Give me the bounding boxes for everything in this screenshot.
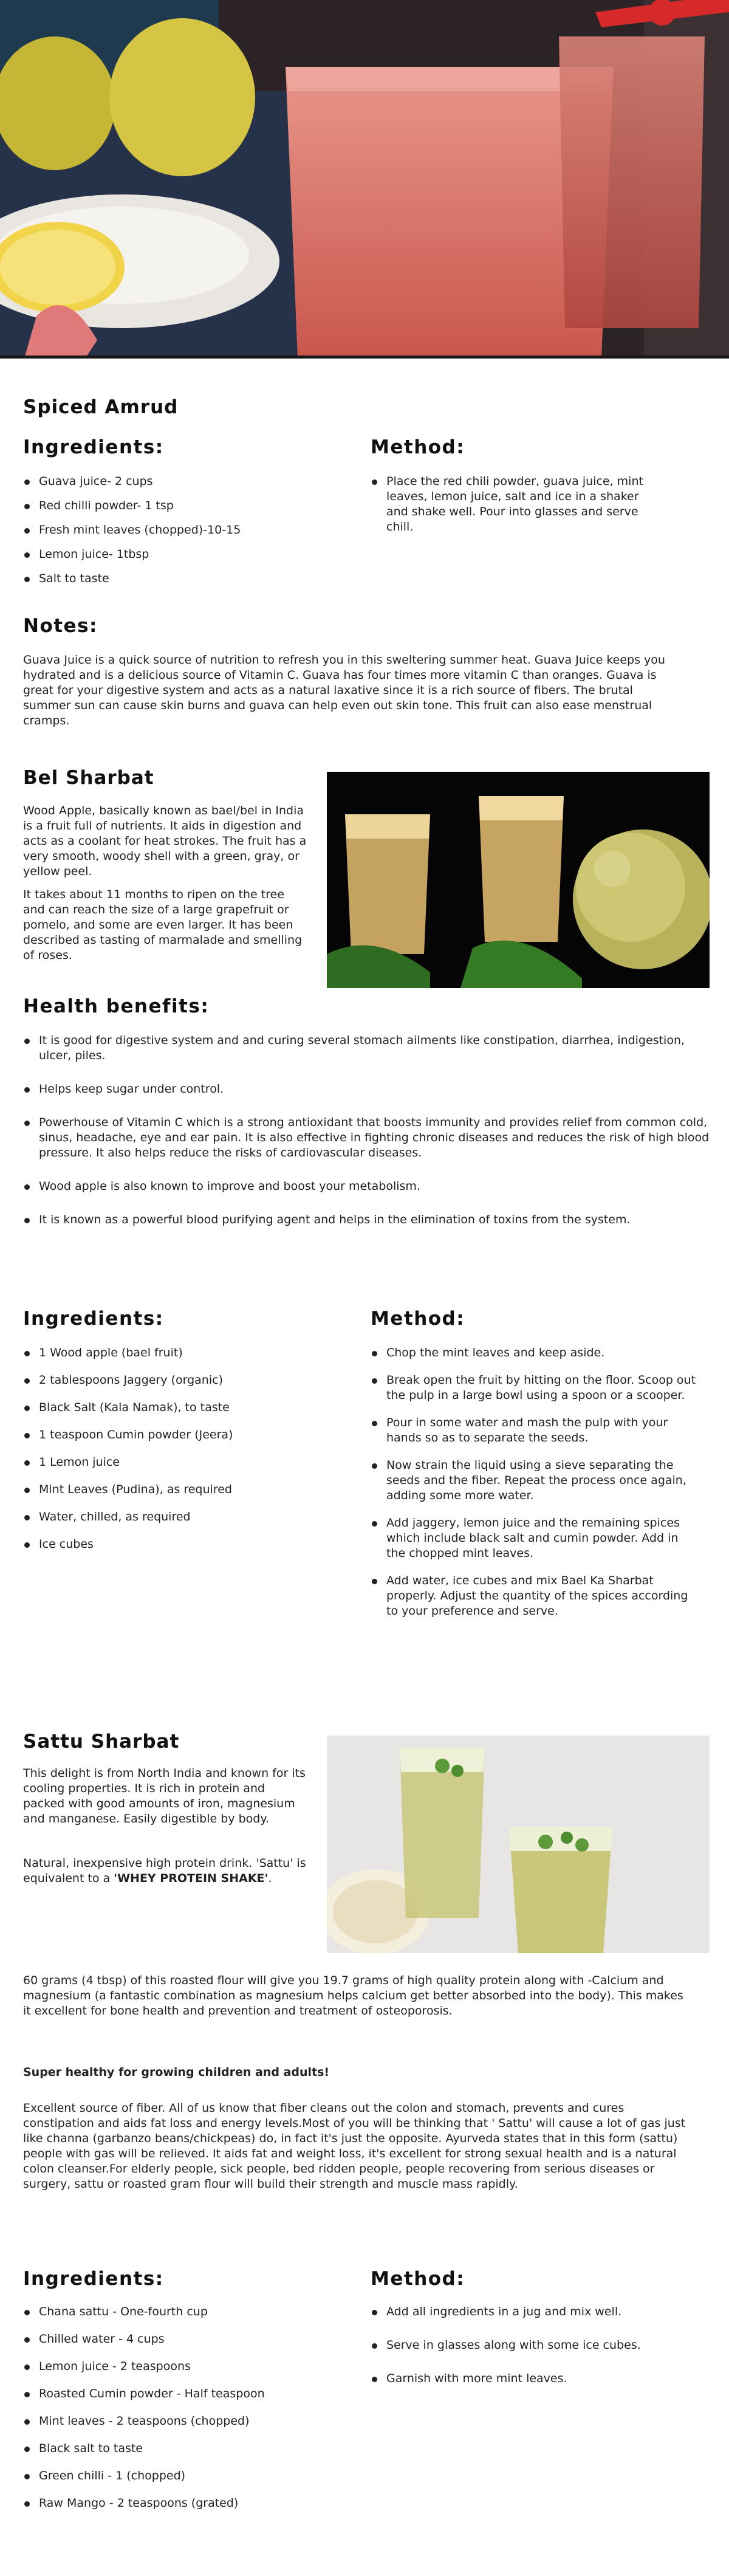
sattu-intro-2-text: Natural, inexpensive high protein drink. 'Sattu' is equivalent to a [23,1856,306,1885]
list-item: Pour in some water and mash the pulp with your hands so as to separate the seeds. [371,1415,699,1446]
sattu-intro-2 [23,1856,309,1886]
list-item: 1 teaspoon Cumin powder (Jeera) [23,1427,339,1443]
list-item: Roasted Cumin powder - Half teaspoon [23,2386,339,2402]
sattu-highlight: Super healthy for growing children and adults! [23,2066,330,2079]
list-item: Ice cubes [23,1537,339,1552]
sattu-sharbat-illustration [327,1736,710,1953]
bel-intro-2: It takes about 11 months to ripen on the tree and can reach the size of a large grapefruit or pomelo, and some are even larger. It has been described as tasting of marmalade and smelling of roses. [23,888,303,962]
hero-guava-juice-photo [0,0,729,359]
sattu-protein-text: 60 grams (4 tbsp) of this roasted flour will give you 19.7 grams of high quality protein along with -Calcium and magnesium (a fantastic combination as magnesium helps calcium get better absorbed into the body). This makes it excellent for bone health and prevention and treatment of osteoporosis. [23,1974,683,2018]
list-item: 1 Wood apple (bael fruit) [23,1345,339,1361]
list-item: Garnish with more mint leaves. [371,2371,699,2386]
list-item: It is good for digestive system and and curing several stomach ailments like constipation, diarrhea, indigestion, ulcer, piles. [23,1033,716,1063]
list-item: Black salt to taste [23,2441,339,2456]
bel-sharbat-photo [327,772,710,988]
list-item: Add jaggery, lemon juice and the remaining spices which include black salt and cumin powder. Add in the chopped mint leaves. [371,1516,699,1561]
bel-method-heading: Method: [371,1308,465,1330]
list-item: Salt to taste [23,571,339,586]
list-item: Chana sattu - One-fourth cup [23,2304,339,2320]
list-item: Fresh mint leaves (chopped)-10-15 [23,523,339,538]
list-item: Raw Mango - 2 teaspoons (grated) [23,2496,339,2511]
list-item: Now strain the liquid using a sieve separating the seeds and the fiber. Repeat the process once again, adding some more water. [371,1458,699,1503]
sattu-intro-2-end: . [268,1872,272,1885]
sattu-ingredients-list [23,2304,339,2511]
list-item: 1 Lemon juice [23,1455,339,1470]
list-item: Green chilli - 1 (chopped) [23,2468,339,2484]
bel-ingredients-list [23,1345,339,1552]
amrud-title: Spiced Amrud [23,396,179,418]
list-item: Serve in glasses along with some ice cubes. [371,2338,699,2353]
list-item: Wood apple is also known to improve and boost your metabolism. [23,1179,716,1194]
list-item: Water, chilled, as required [23,1510,339,1525]
list-item: Lemon juice- 1tbsp [23,547,339,562]
sattu-ingredients-heading: Ingredients: [23,2268,164,2290]
guava-juice-illustration [0,0,729,359]
bel-method-list [371,1345,699,1619]
list-item: Add water, ice cubes and mix Bael Ka Sharbat properly. Adjust the quantity of the spices according to your preference and serve. [371,1573,699,1619]
list-item: Guava juice- 2 cups [23,474,339,489]
list-item: Mint Leaves (Pudina), as required [23,1482,339,1497]
amrud-notes-heading: Notes: [23,615,98,637]
list-item: Lemon juice - 2 teaspoons [23,2359,339,2374]
list-item: Place the red chili powder, guava juice, mint leaves, lemon juice, salt and ice in a shaker and shake well. Pour into glasses and serve chill. [371,474,656,535]
list-item: Chop the mint leaves and keep aside. [371,1345,699,1361]
amrud-ingredients-heading: Ingredients: [23,436,164,458]
bel-intro-1: Wood Apple, basically known as bael/bel in India is a fruit full of nutrients. It aids in digestion and acts as a coolant for heat strokes. The fruit has a very smooth, woody shell with a green, gray, or yellow peel. [23,804,307,878]
list-item: Mint leaves - 2 teaspoons (chopped) [23,2414,339,2429]
list-item: It is known as a powerful blood purifying agent and helps in the elimination of toxins from the system. [23,1212,716,1228]
list-item: Add all ingredients in a jug and mix well. [371,2304,699,2320]
sattu-method-heading: Method: [371,2268,465,2290]
bel-ingredients-heading: Ingredients: [23,1308,164,1330]
amrud-notes-text: Guava Juice is a quick source of nutrition to refresh you in this sweltering summer heat. Guava Juice keeps you hydrated and is a delicious source of Vitamin C. Guava has four times more vitamin C than oranges. Guava is great for your digestive system and acts as a natural laxative since it is a rich source of fibers. The brutal summer sun can cause skin burns and guava can help even out skin tone. This fruit can also ease menstrual cramps. [23,653,665,727]
list-item: Chilled water - 4 cups [23,2332,339,2347]
list-item: Black Salt (Kala Namak), to taste [23,1400,339,1415]
sattu-whey-emphasis: 'WHEY PROTEIN SHAKE' [114,1872,269,1885]
bel-sharbat-illustration [327,772,710,988]
sattu-sharbat-photo [327,1736,710,1953]
bel-benefits-list [23,1033,716,1228]
list-item: 2 tablespoons Jaggery (organic) [23,1373,339,1388]
amrud-method-list [371,474,656,535]
sattu-method-list [371,2304,699,2386]
sattu-intro-1: This delight is from North India and known for its cooling properties. It is rich in protein and packed with good amounts of iron, magnesium and manganese. Easily digestible by body. [23,1767,306,1826]
amrud-ingredients-list [23,474,339,586]
amrud-method-heading: Method: [371,436,465,458]
sattu-title: Sattu Sharbat [23,1731,180,1753]
sattu-fiber-text: Excellent source of fiber. All of us know that fiber cleans out the colon and stomach, prevents and cures constipation and aids fat loss and energy levels.Most of you will be thinking that ' Sattu' will cause a lot of gas just like channa (garbanzo beans/chickpeas) do, in fact it's just the opposite. Ayurveda states that in this form (sattu) people with gas will be relieved. It aids fat and weight loss, it's excellent for strong sexual health and is a natural colon cleanser.For elderly people, sick people, bed ridden people, people recovering from serious diseases or surgery, sattu or roasted gram flour will build their strength and muscle mass rapidly. [23,2101,686,2191]
list-item: Helps keep sugar under control. [23,1082,716,1097]
bel-benefits-heading: Health benefits: [23,995,210,1017]
list-item: Red chilli powder- 1 tsp [23,498,339,513]
list-item: Break open the fruit by hitting on the floor. Scoop out the pulp in a large bowl using a spoon or a scooper. [371,1373,699,1403]
list-item: Powerhouse of Vitamin C which is a strong antioxidant that boosts immunity and provides relief from common cold, sinus, headache, eye and ear pain. It is also effective in fighting chronic diseases and reduces the risk of high blood pressure. It also helps reduce the risks of cardiovascular diseases. [23,1115,716,1161]
bel-title: Bel Sharbat [23,767,154,789]
